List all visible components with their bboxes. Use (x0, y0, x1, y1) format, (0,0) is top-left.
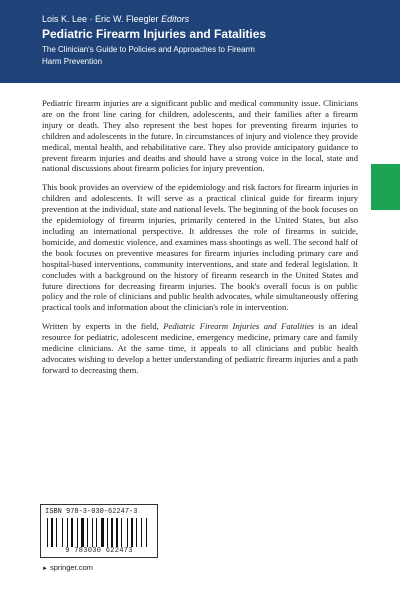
springer-website-link[interactable] (42, 563, 93, 572)
editors-line (42, 14, 189, 24)
barcode-bar (71, 518, 73, 548)
blurb-paragraph-2: This book provides an overview of the epidemiology and risk factors for firearm injuries in children and adolescents. It will serve as a practical clinical guide for firearm injury prevention at the individual, state and national levels. The beginning of the book focuses on the epidemiology of firearm injuries, primarily centered in the United States, but also including an international perspective. It addresses the role of firearms in suicide, homicide, and domestic violence, and examines mass shootings as well. The second half of the book focuses on preventive measures for firearm injuries including primary care and hospital-based interventions, community interventions, and state and federal legislation. It concludes with a background on the history of firearm research in the United States and future directions for decreasing firearm injuries. The book's overall focus is on public policy and the role of clinicians and public health advocates, while simultaneously offering practical tools and information about the clinician's role in intervention. (42, 182, 358, 313)
barcode-bar (101, 518, 104, 548)
blurb-p3-prefix: Written by experts in the field, (42, 321, 164, 332)
barcode-bar (127, 518, 128, 548)
barcode-bar (87, 518, 88, 548)
blurb-p3-rest: is an ideal resource for pediatric, adolescent medicine, emergency medicine, primary care and family medicine clinicians. At the same time, it appeals to all clinicians and public health advocates wishing to develop a better understanding of pediatric firearm injuries and a path forward to decreasing them. (42, 321, 358, 375)
barcode-bar (136, 518, 137, 548)
isbn-label: ISBN 978-3-030-62247-3 (45, 508, 138, 516)
barcode-bar (47, 518, 48, 548)
barcode-bar (96, 518, 97, 548)
blurb-p3-book-title: Pediatric Firearm Injuries and Fatalities (163, 321, 315, 332)
barcode-bar (56, 518, 57, 548)
barcode-bar (131, 518, 133, 548)
editors-suffix: Editors (161, 14, 190, 24)
editors-names: Lois K. Lee · Eric W. Fleegler (42, 14, 159, 24)
arrow-right-icon: ► (42, 566, 48, 572)
barcode-bar (62, 518, 63, 548)
back-cover-blurb (42, 98, 358, 384)
barcode-bar (146, 518, 147, 548)
barcode-bar (107, 518, 108, 548)
barcode-graphic (47, 518, 151, 548)
barcode-bar (51, 518, 53, 548)
book-title: Pediatric Firearm Injuries and Fatalities (42, 27, 267, 41)
barcode-bar (141, 518, 142, 548)
barcode-bar (116, 518, 118, 548)
blurb-paragraph-1: Pediatric firearm injuries are a significant public and medical community issue. Clinicians are on the front line caring for children, adolescents, and their families after a firearm injury or death. They also represent the best hopes for preventing firearm injuries to children and adolescents in the future. In circumstances of injury and violence they provide medical, mental health, and rehabilitative care. They also provide anticipatory guidance to prevent firearm injuries and deaths and should have a strong voice in the local, state and national discussions about firearm policies for injury prevention. (42, 98, 358, 174)
green-edge-tab (371, 164, 400, 210)
cover-header-band (0, 0, 400, 83)
barcode-bar (121, 518, 122, 548)
barcode-bar (81, 518, 84, 548)
barcode-bar (77, 518, 78, 548)
barcode-digits: 9 783030 622473 (43, 547, 155, 555)
springer-link-text: springer.com (49, 563, 93, 572)
book-subtitle: The Clinician's Guide to Policies and Approaches to Firearm Harm Prevention (42, 45, 255, 66)
isbn-barcode-box (40, 504, 158, 558)
blurb-paragraph-3 (42, 321, 358, 376)
barcode-bar (92, 518, 93, 548)
barcode-bar (67, 518, 68, 548)
barcode-bar (111, 518, 113, 548)
